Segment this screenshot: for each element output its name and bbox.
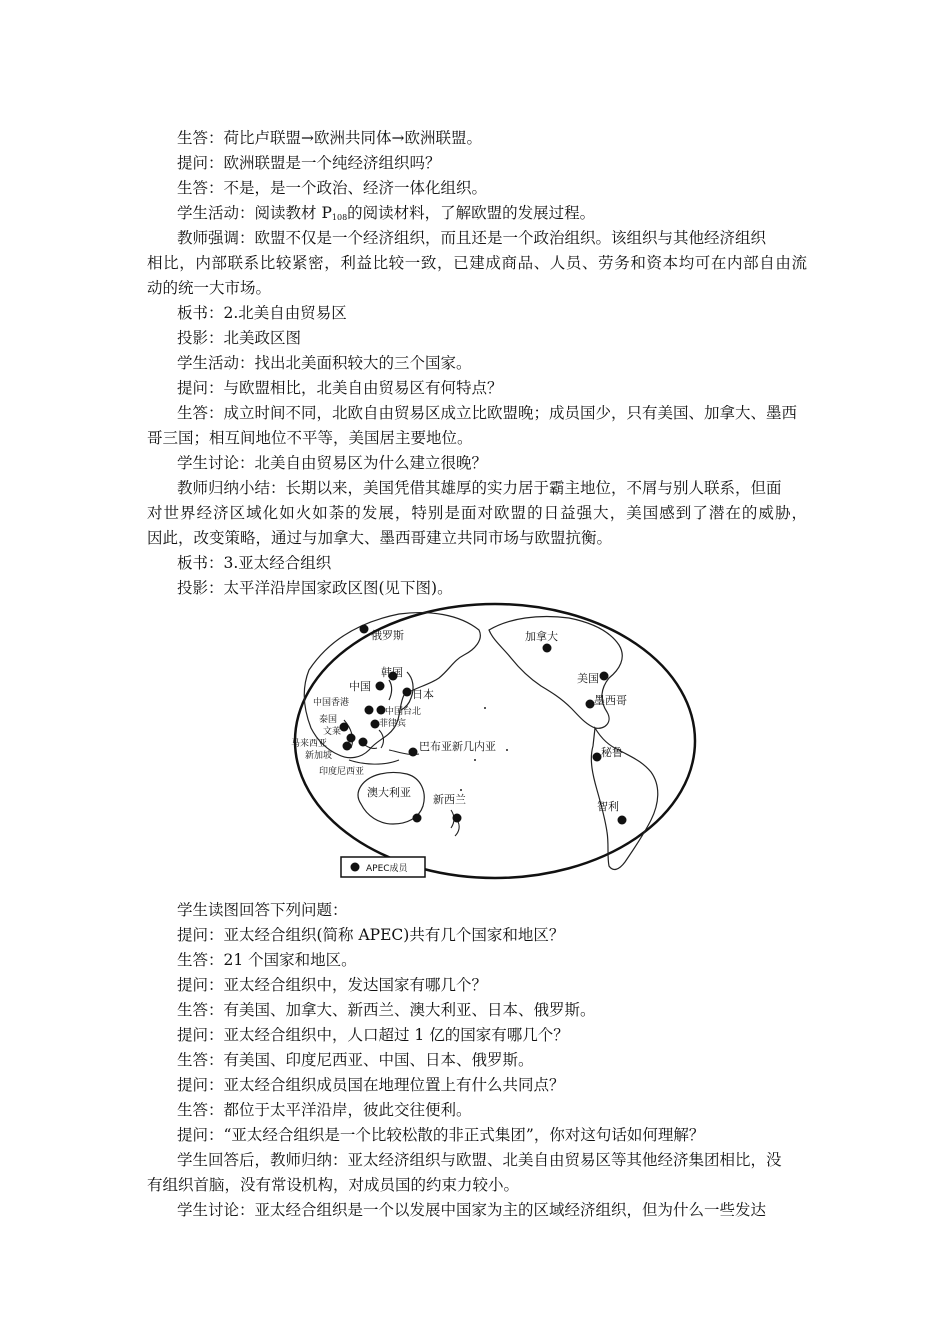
text-line: 对世界经济区域化如火如荼的发展，特别是面对欧盟的日益强大，美国感到了潜在的威胁，	[147, 504, 807, 522]
text-line: 提问：与欧盟相比，北美自由贸易区有何特点？	[177, 379, 503, 397]
text-line: 教师强调：欧盟不仅是一个经济组织，而且还是一个政治组织。该组织与其他经济组织	[177, 229, 767, 247]
marker-malaysia	[343, 742, 352, 751]
page-ref	[321, 204, 347, 222]
marker-chile	[618, 816, 627, 825]
label-thailand: 泰国	[319, 715, 338, 725]
marker-russia	[360, 625, 369, 634]
label-taiwan: 中国台北	[385, 707, 422, 717]
marker-png	[409, 748, 418, 757]
text-line: 生答：有美国、印度尼西亚、中国、日本、俄罗斯。	[177, 1051, 534, 1069]
map-legend	[341, 857, 425, 877]
text-line: 因此，改变策略，通过与加拿大、墨西哥建立共同市场与欧盟抗衡。	[147, 529, 613, 547]
text-segment: 的阅读材料，了解欧盟的发展过程。	[347, 204, 596, 222]
label-malaysia: 马来西亚	[291, 739, 328, 749]
label-png: 巴布亚新几内亚	[419, 740, 496, 753]
marker-canada	[543, 644, 552, 653]
text-segment: 学生活动：阅读教材	[177, 204, 317, 222]
label-usa: 美国	[577, 672, 599, 685]
label-australia: 澳大利亚	[367, 786, 411, 799]
legend-label: APEC成员	[366, 864, 408, 874]
text-line: 板书：2.北美自由贸易区	[177, 304, 347, 322]
text-line: 学生回答后，教师归纳：亚太经济组织与欧盟、北美自由贸易区等其他经济集团相比，没	[177, 1151, 782, 1169]
text-line: 哥三国；相互间地位不平等，美国居主要地位。	[147, 429, 473, 447]
page-ref-number: 108	[331, 213, 348, 222]
text-line: 提问：亚太经合组织成员国在地理位置上有什么共同点？	[177, 1076, 565, 1094]
label-indonesia: 印度尼西亚	[319, 767, 365, 777]
label-brunei: 文莱	[323, 727, 342, 737]
label-singapore: 新加坡	[305, 751, 333, 761]
text-line: 投影：北美政区图	[177, 329, 302, 347]
marker-hongkong	[365, 706, 374, 715]
legend-marker	[351, 863, 360, 872]
text-line: 教师归纳小结：长期以来，美国凭借其雄厚的实力居于霸主地位，不屑与别人联系，但面	[177, 479, 782, 497]
map-svg	[289, 600, 701, 882]
text-line: 相比，内部联系比较紧密，利益比较一致，已建成商品、人员、劳务和资本均可在内部自由流	[147, 254, 807, 272]
text-line: 提问：亚太经合组织(简称 APEC)共有几个国家和地区？	[177, 926, 565, 944]
label-russia: 俄罗斯	[371, 629, 404, 642]
marker-australia	[413, 814, 422, 823]
marker-japan	[403, 688, 412, 697]
text-line: 学生读图回答下列问题：	[177, 901, 348, 919]
marker-usa	[600, 672, 609, 681]
page-ref-letter: P	[321, 204, 332, 222]
text-line: 板书：3.亚太经合组织	[177, 554, 332, 572]
text-line: 学生讨论：北美自由贸易区为什么建立很晚？	[177, 454, 488, 472]
marker-newzealand	[453, 814, 462, 823]
label-chile: 智利	[597, 800, 619, 813]
text-line: 生答：有美国、加拿大、新西兰、澳大利亚、日本、俄罗斯。	[177, 1001, 596, 1019]
text-line: 提问：亚太经合组织中，发达国家有哪几个？	[177, 976, 488, 994]
label-peru: 秘鲁	[601, 746, 623, 759]
text-line: 生答：不是，是一个政治、经济一体化组织。	[177, 179, 488, 197]
label-china: 中国	[349, 680, 371, 693]
label-japan: 日本	[412, 688, 434, 701]
marker-brunei	[347, 734, 356, 743]
marker-china	[376, 682, 385, 691]
pacific-rim-map	[289, 600, 701, 882]
text-line: 学生活动：找出北美面积较大的三个国家。	[177, 354, 472, 372]
text-line: 生答：成立时间不同，北欧自由贸易区成立比欧盟晚；成员国少，只有美国、加拿大、墨西	[177, 404, 798, 422]
label-canada: 加拿大	[525, 630, 558, 643]
text-line: 生答：21 个国家和地区。	[177, 951, 357, 969]
marker-singapore	[359, 738, 368, 747]
label-mexico: 墨西哥	[594, 694, 627, 707]
text-line: 投影：太平洋沿岸国家政区图(见下图)。	[177, 579, 453, 597]
label-korea: 韩国	[381, 666, 403, 679]
text-line: 动的统一大市场。	[147, 279, 272, 297]
label-hongkong: 中国香港	[313, 698, 350, 708]
text-line: 提问：亚太经合组织中，人口超过 1 亿的国家有哪几个？	[177, 1026, 569, 1044]
text-line: 生答：都位于太平洋沿岸，彼此交往便利。	[177, 1101, 472, 1119]
text-line: 生答：荷比卢联盟→欧洲共同体→欧洲联盟。	[177, 129, 482, 147]
text-line: 提问：欧洲联盟是一个纯经济组织吗？	[177, 154, 441, 172]
label-newzealand: 新西兰	[433, 793, 466, 806]
text-line: 有组织首脑，没有常设机构，对成员国的约束力较小。	[147, 1176, 520, 1194]
text-line: 提问：“亚太经合组织是一个比较松散的非正式集团”，你对这句话如何理解？	[177, 1126, 705, 1144]
text-line	[177, 203, 807, 228]
text-line: 学生讨论：亚太经合组织是一个以发展中国家为主的区域经济组织，但为什么一些发达	[177, 1201, 767, 1219]
label-philippines: 菲律宾	[379, 719, 407, 729]
